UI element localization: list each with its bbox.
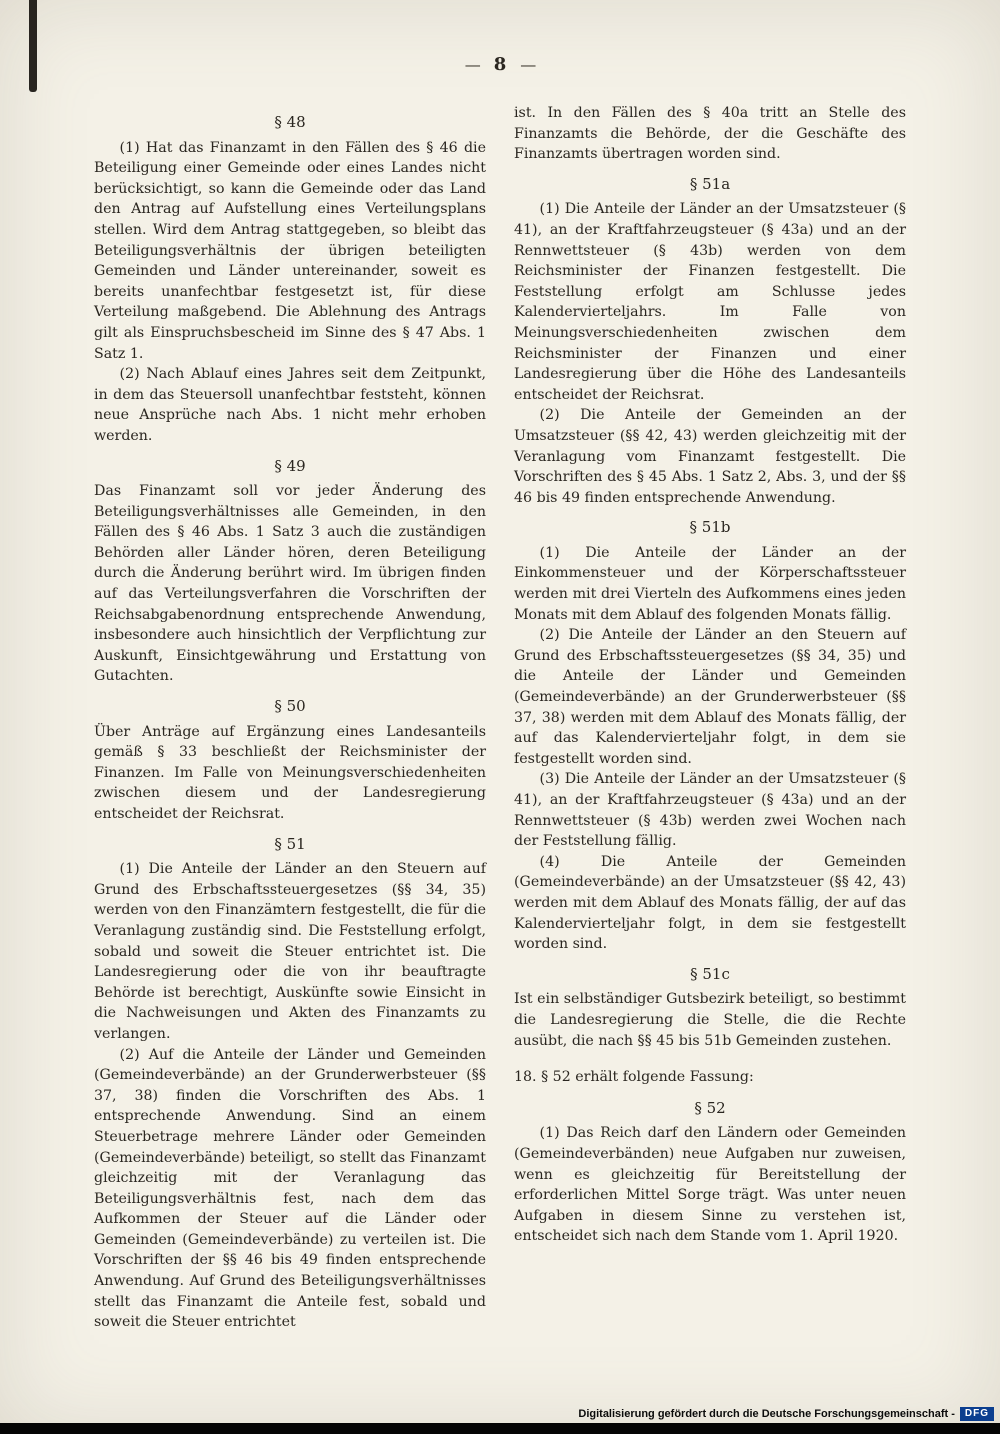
paragraph: Das Finanzamt soll vor jeder Änderung des Beteiligungsverhältnisses alle Gemeinden, in den Fällen des § 46 Abs. 1 Satz 3 auch die zuständigen Behörden aller Länder hören, deren Beteiligung durch die Änderung berührt wird. Im übrigen finden auf das Verteilungsverfahren die Vorschriften der Reichsabgabenordnung entsprechende Anwendung, insbesondere auch hinsichtlich der Verpflichtung zur Auskunft, Einsichtgewährung und Erstattung von Gutachten.: [94, 483, 486, 685]
digitization-credit-text: Digitalisierung gefördert durch die Deutsche Forschungsgemeinschaft -: [578, 1408, 955, 1420]
paragraph: (2) Auf die Anteile der Länder und Gemeinden (Gemeindeverbände) an der Grunderwerbsteuer (§§ 37, 38) finden die Vorschriften des Abs. 1 entsprechende Anwendung. Sind an einem Steuerbetrage mehrere Länder oder Gemeinden (Gemeindeverbände) beteiligt, so stellt das Finanzamt gleichzeitig mit der Veranlagung das Beteiligungsverhältnis fest, nach dem das Aufkommen der Steuer auf die Länder oder Gemeinden (Gemeindeverbände) zu verteilen ist. Die Vorschriften der §§ 46 bis 49 finden entsprechende Anwendung. Auf Grund des Beteiligungsverhältnisses stellt das Finanzamt die Anteile fest, sobald und soweit die Steuer entrichtet: [94, 1046, 486, 1331]
paragraph-continuation: ist. In den Fällen des § 40a tritt an Stelle des Finanzamts die Behörde, der die Geschäfte des Finanzamts übertragen worden sind.: [514, 105, 906, 163]
paragraph: Ist ein selbständiger Gutsbezirk beteiligt, so bestimmt die Landesregierung die Stelle, die die Rechte ausübt, die nach §§ 45 bis 51b Gemeinden zustehen.: [514, 991, 906, 1049]
scan-bottom-bar: [0, 1423, 1000, 1434]
right-column: [514, 103, 906, 1333]
paragraph: (1) Die Anteile der Länder an der Umsatzsteuer (§ 41), an der Kraftfahrzeugsteuer (§ 43a) und an der Rennwettsteuer (§ 43b) werden von dem Reichsminister der Finanzen festgestellt. Die Feststellung erfolgt am Schlusse jedes Kalendervierteljahrs. Im Falle von Meinungsverschiedenheiten zwischen dem Reichsminister der Finanzen und einer Landesregierung über die Höhe des Landesanteils entscheidet der Reichsrat.: [514, 201, 906, 403]
paragraph: (1) Hat das Finanzamt in den Fällen des § 46 die Beteiligung einer Gemeinde oder eines Landes nicht berücksichtigt, so kann die Gemeinde oder das Land den Antrag auf Aufstellung eines Verteilungsplans stellen. Wird dem Antrag stattgegeben, so bleibt das Beteiligungsverhältnis der übrigen beteiligten Gemeinden und Länder untereinander, soweit es bereits unanfechtbar festgesetzt ist, für diese Verteilung maßgebend. Die Ablehnung des Antrags gilt als Einspruchsbescheid im Sinne des § 47 Abs. 1 Satz 1.: [94, 139, 486, 362]
paragraph: (1) Die Anteile der Länder an der Einkommensteuer und der Körperschaftssteuer werden mit drei Vierteln des Aufkommens eines jeden Monats mit dem Ablauf des folgenden Monats fällig.: [514, 544, 906, 623]
page-number-header: [0, 0, 1000, 75]
paragraph: (1) Das Reich darf den Ländern oder Gemeinden (Gemeindeverbänden) neue Aufgaben nur zuweisen, wenn es gleichzeitig für Bereitstellung der erforderlichen Mittel Sorge trägt. Was unter neuen Aufgaben in diesem Sinne zu verstehen ist, entscheidet sich nach dem Stande vom 1. April 1920.: [514, 1125, 906, 1245]
paragraph: (2) Die Anteile der Länder an den Steuern auf Grund des Erbschaftssteuergesetzes (§§ 34, 35) und die Anteile der Länder und Gemeinden (Gemeindeverbände) an der Grunderwerbsteuer (§§ 37, 38) werden mit dem Ablauf des Monats fällig, der auf das Kalendervierteljahr folgt, in dem sie festgestellt worden sind.: [514, 627, 906, 767]
section-heading: § 51a: [689, 174, 731, 193]
paragraph: (2) Die Anteile der Gemeinden an der Umsatzsteuer (§§ 42, 43) werden gleichzeitig mit der Veranlagung vom Finanzamt festgestellt. Die Vorschriften des § 45 Abs. 1 Satz 2, Abs. 3, und der §§ 46 bis 49 finden entsprechende Anwendung.: [514, 407, 906, 506]
amendment-item: 18. § 52 erhält folgende Fassung:: [514, 1069, 754, 1086]
left-column: [94, 103, 486, 1333]
paragraph: (2) Nach Ablauf eines Jahres seit dem Zeitpunkt, in dem das Steuersoll unanfechtbar feststeht, können neue Ansprüche nach Abs. 1 nicht mehr erhoben werden.: [94, 366, 486, 444]
section-heading: § 49: [274, 456, 306, 475]
paragraph: (3) Die Anteile der Länder an der Umsatzsteuer (§ 41), an der Kraftfahrzeugsteuer (§ 43a) und an der Rennwettsteuer (§ 43b) werden zwei Wochen nach der Feststellung fällig.: [514, 771, 906, 850]
page-number-dash-left: —: [464, 55, 480, 74]
section-heading: § 51b: [689, 518, 731, 537]
dfg-logo: DFG: [960, 1407, 994, 1421]
section-heading: § 48: [274, 113, 306, 131]
section-heading: § 50: [274, 697, 306, 716]
section-heading: § 51: [274, 834, 306, 853]
paragraph: (4) Die Anteile der Gemeinden (Gemeindeverbände) an der Umsatzsteuer (§§ 42, 43) werden mit dem Ablauf des Monats fällig, der auf das Kalendervierteljahr folgt, in dem sie festgestellt worden sind.: [514, 853, 906, 953]
section-heading: § 52: [694, 1098, 726, 1117]
digitization-credit: [578, 1407, 994, 1421]
page-number: 8: [493, 54, 507, 75]
two-column-text-body: [94, 103, 906, 1333]
paragraph: (1) Die Anteile der Länder an den Steuern auf Grund des Erbschaftssteuergesetzes (§§ 34, 35) werden von den Finanzämtern festgestellt, die für die Veranlagung zuständig sind. Die Feststellung erfolgt, sobald und soweit die Steuer entrichtet ist. Die Landesregierung oder die von ihr beauftragte Behörde ist berechtigt, Auskünfte sowie Einsicht in die Nachweisungen und Akten des Finanzamts zu verlangen.: [94, 861, 486, 1042]
paragraph: Über Anträge auf Ergänzung eines Landesanteils gemäß § 33 beschließt der Reichsminister der Finanzen. Im Falle von Meinungsverschiedenheiten zwischen diesem und der Landesregierung entscheidet der Reichsrat.: [94, 723, 486, 822]
scan-edge-artifact: [29, 0, 37, 92]
section-heading: § 51c: [690, 964, 730, 983]
page-number-dash-right: —: [520, 55, 536, 74]
